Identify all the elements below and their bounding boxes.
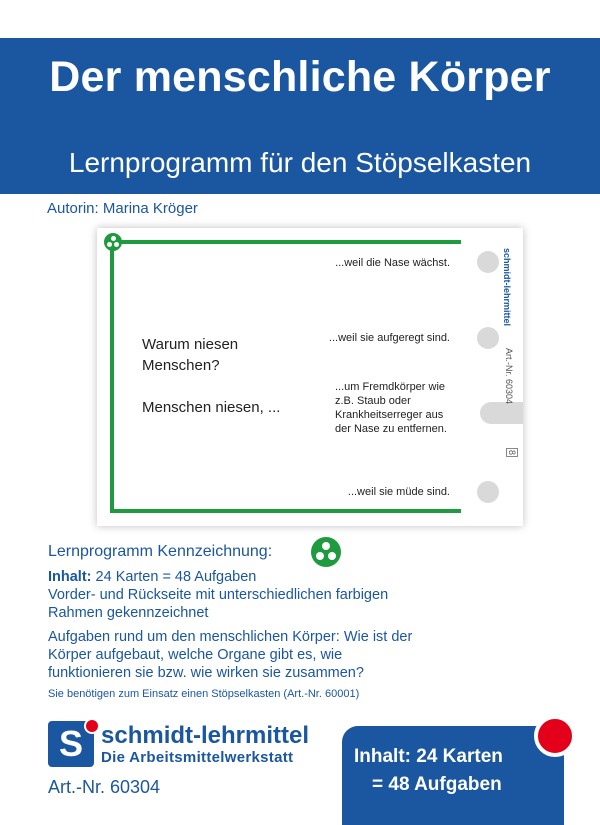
green-program-icon (104, 233, 122, 251)
card-question-stem: Menschen niesen, ... (142, 399, 281, 416)
answer-option-4: ...weil sie müde sind. (347, 486, 450, 498)
page-subtitle: Lernprogramm für den Stöpselkasten (68, 147, 532, 178)
sample-card (97, 228, 523, 526)
brand-tagline: Die Arbeitsmittelwerkstatt (101, 749, 294, 766)
brand-logo-dot (84, 718, 100, 734)
card-tab-number: 8 (507, 450, 517, 456)
description-line-1: Aufgaben rund um den menschlichen Körper: Wie ist der (48, 629, 413, 645)
card-tab-artnr: Art.-Nr. 60304 (504, 348, 514, 405)
green-program-icon-large (311, 537, 341, 567)
content-label: Inhalt: (48, 569, 92, 585)
red-dot-marker (534, 715, 576, 757)
card-frame-left (110, 240, 114, 513)
plug-hole-2 (477, 327, 499, 349)
requirement-note: Sie benötigen zum Einsatz einen Stöpselkasten (Art.-Nr. 60001) (48, 688, 360, 700)
content-badge-line-1: Inhalt: 24 Karten (354, 746, 503, 767)
content-summary (48, 568, 256, 586)
content-value: 24 Karten = 48 Aufgaben (95, 569, 257, 585)
program-label: Lernprogramm Kennzeichnung: (48, 543, 273, 560)
info-line-1: Vorder- und Rückseite mit unterschiedlichen farbigen (48, 587, 389, 603)
content-badge-line-2: = 48 Aufgaben (372, 774, 502, 795)
card-tab-brand: schmidt-lehrmittel (502, 248, 512, 327)
description-line-2: Körper aufgebaut, welche Organe gibt es, wie (48, 647, 343, 663)
answer-option-3: ...um Fremdkörper wie z.B. Staub oder Krankheitserreger aus der Nase zu entfernen. (335, 381, 447, 435)
plug-hole-1 (477, 251, 499, 273)
card-frame-bottom (110, 509, 461, 513)
info-line-2: Rahmen gekennzeichnet (48, 605, 209, 621)
answer-option-1: ...weil die Nase wächst. (335, 257, 450, 269)
description-line-3: funktionieren sie bzw. wie wirken sie zusammen? (48, 665, 364, 681)
plug-hole-4 (477, 481, 499, 503)
author-line: Autorin: Marina Kröger (47, 200, 198, 217)
article-number: Art.-Nr. 60304 (48, 777, 161, 797)
page-title: Der menschliche Körper (49, 53, 551, 101)
plug-slot (480, 402, 523, 424)
card-frame-top (117, 240, 461, 244)
answer-option-2: ...weil sie aufgeregt sind. (328, 332, 450, 344)
card-question: Warum niesen Menschen? (142, 336, 239, 374)
brand-name: schmidt-lehrmittel (101, 722, 310, 749)
brand-logo: S (48, 721, 94, 767)
